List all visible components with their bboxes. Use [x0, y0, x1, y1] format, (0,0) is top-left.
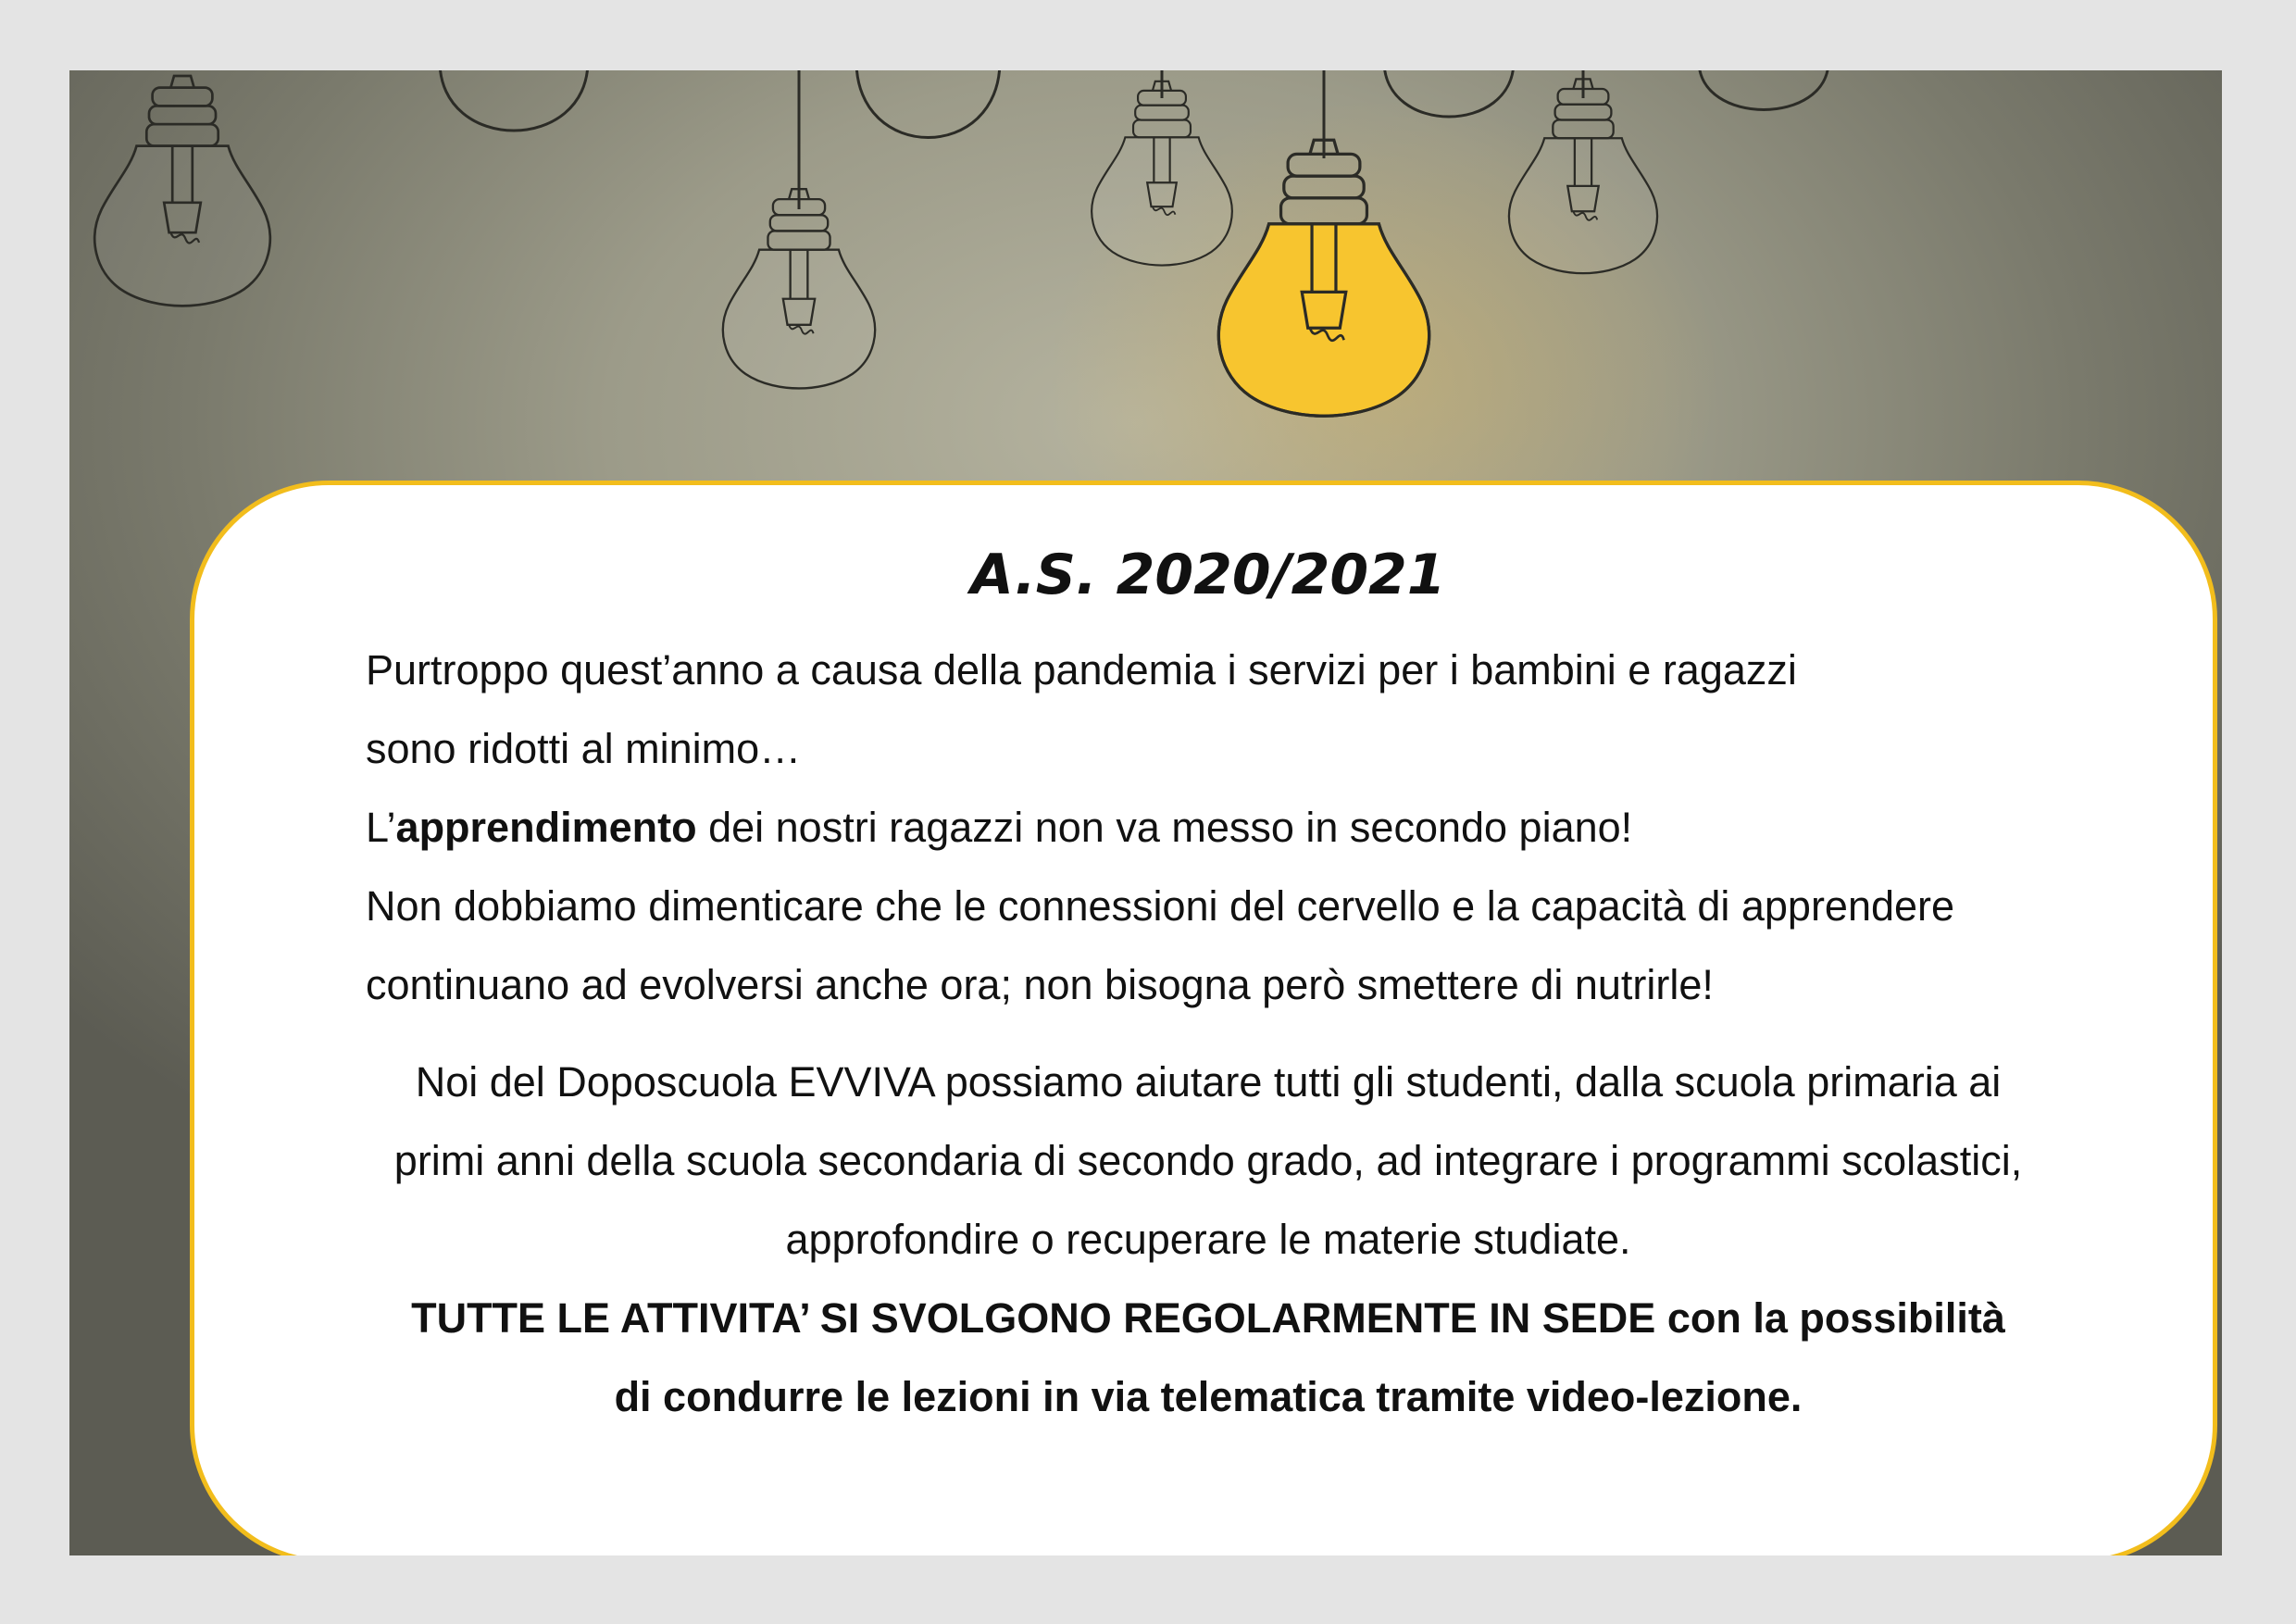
intro-prefix: L’: [366, 804, 396, 851]
page-title: A.S. 2020/2021: [970, 543, 1446, 607]
hanging-lightbulb-icon: [1699, 70, 1828, 110]
offer-line: Noi del Doposcuola EVVIVA possiamo aiutare tutti gli studenti, dalla scuola primaria ai: [415, 1058, 2002, 1106]
lightbulbs-illustration: [69, 70, 2222, 496]
hanging-lightbulb-icon: [1509, 79, 1657, 273]
hanging-lightbulb-icon: [1092, 81, 1232, 266]
lit-lightbulb-icon: [1218, 140, 1429, 416]
hanging-lightbulb-icon: [1384, 70, 1514, 117]
intro-line: sono ridotti al minimo…: [366, 725, 802, 772]
hanging-lightbulb-icon: [723, 189, 875, 388]
offer-line: approfondire o recuperare le materie studiate.: [785, 1216, 1631, 1263]
intro-line: Purtroppo quest’anno a causa della pandemia i servizi per i bambini e ragazzi: [366, 646, 1797, 693]
intro-line: continuano ad evolversi anche ora; non bisogna però smettere di nutrirle!: [366, 961, 1714, 1008]
offer-line: primi anni della scuola secondaria di secondo grado, ad integrare i programmi scolastici,: [393, 1137, 2023, 1184]
poster: [69, 70, 2222, 1555]
notice-line: di condurre le lezioni in via telematica tramite video-lezione.: [614, 1373, 1803, 1420]
hanging-lightbulb-icon: [856, 70, 1000, 138]
intro-suffix: dei nostri ragazzi non va messo in secondo piano!: [696, 804, 1633, 851]
intro-line: Non dobbiamo dimenticare che le connessioni del cervello e la capacità di apprendere: [366, 882, 1955, 930]
hanging-lightbulb-icon: [94, 76, 269, 306]
emphasis-word: apprendimento: [395, 804, 697, 851]
info-card: [190, 481, 2217, 1555]
hanging-lightbulb-icon: [440, 70, 588, 131]
notice-line: TUTTE LE ATTIVITA’ SI SVOLGONO REGOLARMENTE IN SEDE con la possibilità: [411, 1294, 2005, 1342]
intro-line: [366, 800, 1632, 856]
